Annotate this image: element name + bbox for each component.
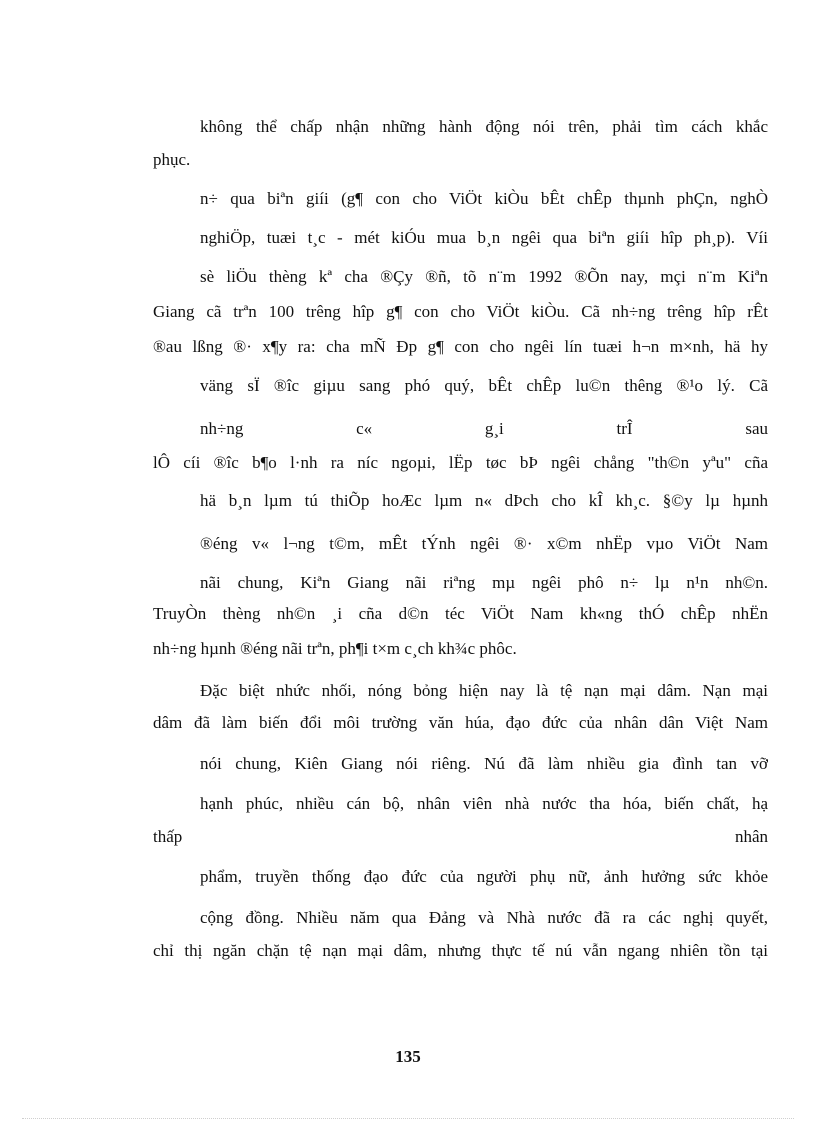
- text-line: lÔ cíi ®îc b¶o l·nh ra níc ngoµi, lËp tøc bÞ ngêi chång "th©n yªu" cña: [153, 453, 768, 472]
- word: g¸i: [484, 419, 504, 438]
- spread-text-line: [200, 418, 768, 440]
- text-line: väng sÏ ®îc giµu sang phó quý, bÊt chÊp lu©n thêng ®¹o lý. Cã: [200, 376, 768, 395]
- page-bottom-divider: [22, 1118, 794, 1119]
- text-line: ®éng v« l¬ng t©m, mÊt tÝnh ngêi ®· x©m nhËp vµo ViÖt Nam: [200, 534, 768, 553]
- text-line: dâm đã làm biến đổi môi trường văn húa, đạo đức của nhân dân Việt Nam: [153, 713, 768, 732]
- text-line: sè liÖu thèng kª cha ®Çy ®ñ, tõ n¨m 1992 ®Õn nay, mçi n¨m Kiªn: [200, 267, 768, 286]
- text-line: nãi chung, Kiªn Giang nãi riªng mµ ngêi phô n÷ lµ n¹n nh©n.: [200, 573, 768, 592]
- text-line: nói chung, Kiên Giang nói riêng. Nú đã làm nhiều gia đình tan vỡ: [200, 754, 768, 773]
- word: trÎ: [616, 419, 633, 438]
- text-line: chỉ thị ngăn chặn tệ nạn mại dâm, nhưng thực tế nú vẫn ngang nhiên tồn tại: [153, 941, 768, 960]
- text-line: cộng đồng. Nhiều năm qua Đảng và Nhà nước đã ra các nghị quyết,: [200, 908, 768, 927]
- text-line: không thể chấp nhận những hành động nói trên, phải tìm cách khắc: [200, 117, 768, 136]
- page-number: 135: [395, 1047, 421, 1066]
- word: nh÷ng: [200, 419, 244, 438]
- text-line: TruyÒn thèng nh©n ¸i cña d©n téc ViÖt Nam kh«ng thÓ chÊp nhËn: [153, 604, 768, 623]
- text-line: phẩm, truyền thống đạo đức của người phụ nữ, ảnh hưởng sức khỏe: [200, 867, 768, 886]
- text-line: nh÷ng hµnh ®éng nãi trªn, ph¶i t×m c¸ch kh¾c phôc.: [153, 639, 517, 658]
- text-line: nghiÖp, tuæi t¸c - mét kiÓu mua b¸n ngêi qua biªn giíi hîp ph¸p). Víi: [200, 228, 768, 247]
- text-line: Đặc biệt nhức nhối, nóng bỏng hiện nay là tệ nạn mại dâm. Nạn mại: [200, 681, 768, 700]
- text-line: n÷ qua biªn giíi (g¶ con cho ViÖt kiÒu bÊt chÊp thµnh phÇn, nghÒ: [200, 189, 768, 208]
- word: sau: [745, 419, 768, 438]
- text-line: hạnh phúc, nhiều cán bộ, nhân viên nhà nước tha hóa, biến chất, hạ: [200, 794, 768, 813]
- word: nhân: [734, 827, 768, 846]
- text-line: hä b¸n lµm tú thiÕp hoÆc lµm n« dÞch cho kÎ kh¸c. §©y lµ hµnh: [200, 491, 768, 510]
- text-line: phục.: [153, 150, 191, 169]
- text-line: Giang cã trªn 100 trêng hîp g¶ con cho ViÖt kiÒu. Cã nh÷ng trêng hîp rÊt: [153, 302, 768, 321]
- word: thấp: [153, 827, 183, 846]
- spread-text-line: [153, 826, 768, 848]
- text-line: ®au lßng ®· x¶y ra: cha mÑ Ðp g¶ con cho ngêi lín tuæi h¬n m×nh, hä hy: [153, 337, 768, 356]
- word: c«: [356, 419, 373, 438]
